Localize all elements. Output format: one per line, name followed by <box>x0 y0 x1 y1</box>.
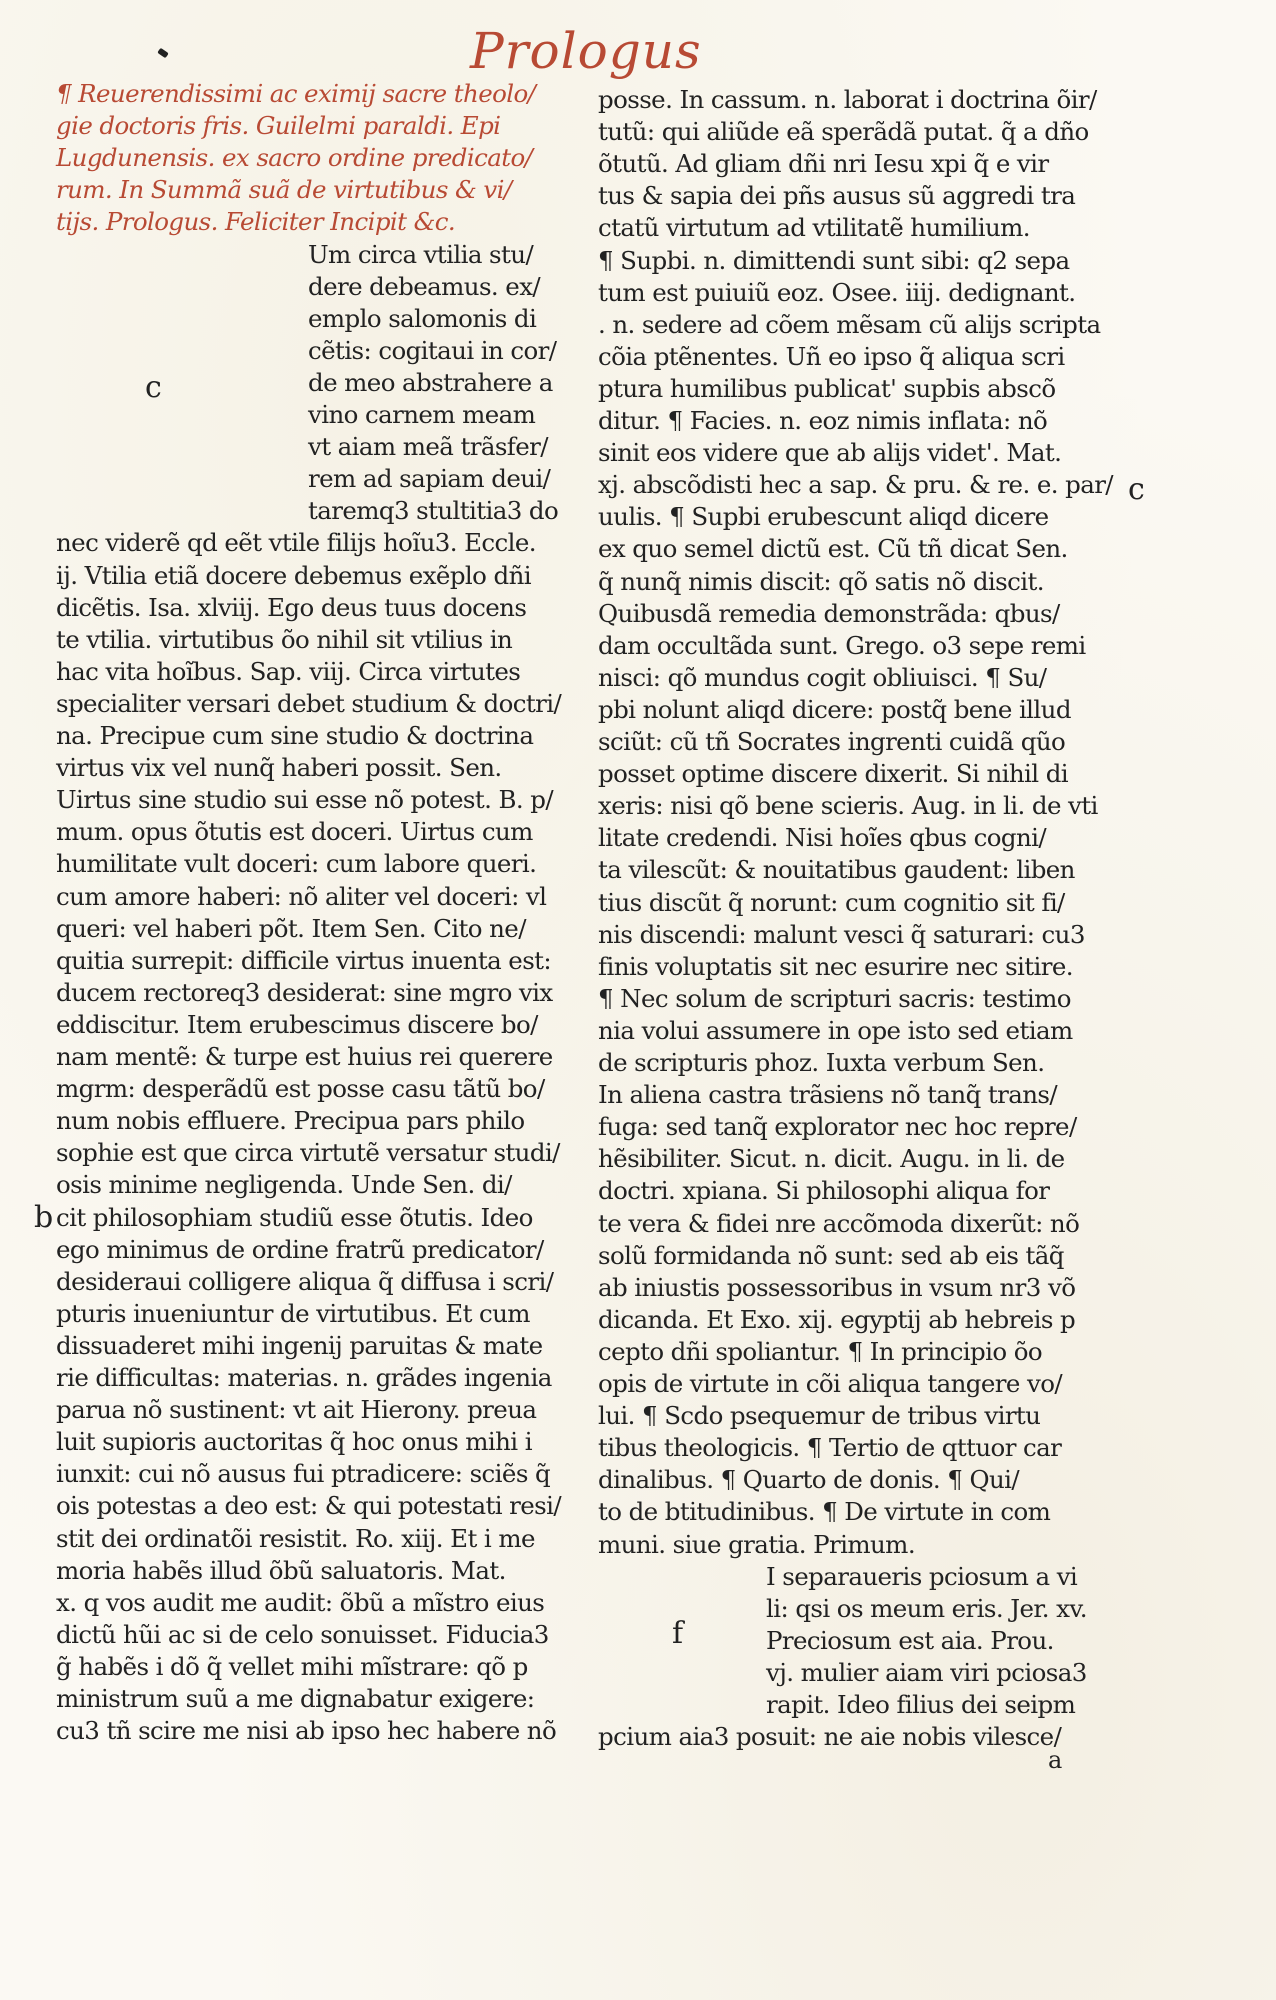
right-text-line: dicanda. Et Exo. xij. egyptij ab hebreis p <box>598 1304 1076 1334</box>
left-text-line: rem ad sapiam deui/ <box>308 464 551 494</box>
left-text-line: de meo abstrahere a <box>308 367 553 397</box>
left-text-line: ego minimus de ordine fratrũ predicator/ <box>56 1234 544 1264</box>
right-text-line: finis voluptatis sit nec esurire nec sitire. <box>598 951 1073 981</box>
right-text-line: ditur. ¶ Facies. n. eoz nimis inflata: nõ <box>598 406 1048 435</box>
right-text-line: ex quo semel dictũ est. Cũ tñ dicat Sen. <box>598 534 1068 564</box>
right-text-line: opis de virtute in cõi aliqua tangere vo/ <box>598 1369 1063 1398</box>
right-text-line: Quibusdã remedia demonstrãda: qbus/ <box>598 598 1060 628</box>
left-text-line: cu3 tñ scire me nisi ab ipso hec habere nõ <box>56 1716 557 1746</box>
right-text-line: tius discũt q̃ norunt: cum cognitio sit fi/ <box>598 887 1065 917</box>
left-text-line: desideraui colligere aliqua q̃ diffusa i scri/ <box>56 1266 554 1296</box>
left-text-line: nec viderẽ qd eẽt vtile filijs hoĩu3. Eccle. <box>56 528 536 558</box>
right-text-line: litate credendi. Nisi hoĩes qbus cogni/ <box>598 823 1047 853</box>
left-text-line: vino carnem meam <box>308 400 536 429</box>
left-text-line: ois potestas a deo est: & qui potestati resi/ <box>56 1491 562 1521</box>
margin-letter-c-right: c <box>1128 472 1145 507</box>
ink-speck <box>157 48 169 59</box>
left-text-line: na. Precipue cum sine studio & doctrina <box>56 721 534 750</box>
right-text-line: tum est puiuiũ eoz. Osee. iiij. dedignant. <box>598 277 1076 307</box>
right-text-line: sciũt: cũ tñ Socrates ingrenti cuidã qũo <box>598 727 1066 756</box>
left-text-line: cum amore haberi: nõ aliter vel doceri: vl <box>56 881 547 911</box>
left-text-line: moria habẽs illud õbũ saluatoris. Mat. <box>56 1555 506 1585</box>
right-text-line: de scripturis phoz. Iuxta verbum Sen. <box>598 1048 1045 1077</box>
right-text-line: fuga: sed tanq̃ explorator nec hoc repre/ <box>598 1112 1077 1142</box>
margin-letter-b: b <box>34 1200 54 1235</box>
left-text-line: nam mentẽ: & turpe est huius rei querere <box>56 1042 553 1071</box>
right-text-line: dinalibus. ¶ Quarto de donis. ¶ Qui/ <box>598 1465 1020 1495</box>
right-text-line: tibus theologicis. ¶ Tertio de qttuor car <box>598 1433 1062 1463</box>
right-text-line: I separaueris pciosum a vi <box>766 1561 1078 1591</box>
left-text-line: mgrm: desperãdũ est posse casu tãtũ bo/ <box>56 1074 545 1104</box>
left-text-line: ij. Vtilia etiã docere debemus exẽplo dñi <box>56 560 531 590</box>
right-text-line: xj. abscõdisti hec a sap. & pru. & re. e. par/ <box>598 470 1113 500</box>
left-text-line: taremq3 stultitia3 do <box>308 496 559 526</box>
right-text-line: sinit eos videre que ab alijs videt'. Mat. <box>598 438 1062 468</box>
initial-capital-placeholder <box>230 222 308 330</box>
margin-letter-f: f <box>672 1616 684 1651</box>
left-text-line: tijs. Prologus. Feliciter Incipit &c. <box>56 207 456 237</box>
left-text-line: stit dei ordinatõi resistit. Ro. xiij. Et i me <box>56 1523 535 1553</box>
right-text-line: cõia ptẽnentes. Uñ eo ipso q̃ aliqua scri <box>598 341 1065 371</box>
left-text-line: Lugdunensis. ex sacro ordine predicato/ <box>56 143 533 173</box>
left-text-line: dere debeamus. ex/ <box>308 271 541 301</box>
right-text-line: uulis. ¶ Supbi erubescunt aliqd dicere <box>598 502 1049 532</box>
right-text-line: solũ formidanda nõ sunt: sed ab eis tãq̃ <box>598 1240 1064 1270</box>
left-text-line: dicẽtis. Isa. xlviij. Ego deus tuus docens <box>56 592 527 622</box>
right-text-line: tus & sapia dei pñs ausus sũ aggredi tra <box>598 181 1076 211</box>
right-text-line: nis discendi: malunt vesci q̃ saturari: cu3 <box>598 919 1085 949</box>
right-text-line: li: qsi os meum eris. Jer. xv. <box>766 1593 1087 1623</box>
left-text-line: rum. In Summã suã de virtutibus & vi/ <box>56 175 512 205</box>
right-text-line: te vera & fidei nre accõmoda dixerũt: nõ <box>598 1208 1080 1238</box>
right-text-line: tutũ: qui aliũde eã sperãdã putat. q̃ a dño <box>598 117 1089 147</box>
right-text-line: õtutũ. Ad gliam dñi nri Iesu xpi q̃ e vir <box>598 149 1049 179</box>
right-text-line: posse. In cassum. n. laborat i doctrina õir/ <box>598 85 1097 114</box>
right-text-line: ta vilescũt: & nouitatibus gaudent: liben <box>598 855 1075 885</box>
right-text-line: nisci: qõ mundus cogit obliuisci. ¶ Su/ <box>598 662 1047 692</box>
left-text-line: dictũ hũi ac si de celo sonuisset. Fiducia3 <box>56 1619 549 1649</box>
right-text-line: Preciosum est aia. Prou. <box>766 1625 1054 1655</box>
left-text-line: ducem rectoreq3 desiderat: sine mgro vix <box>56 977 553 1007</box>
right-text-line: vj. mulier aiam viri pciosa3 <box>766 1657 1087 1687</box>
right-text-line: In aliena castra trãsiens nõ tanq̃ trans/ <box>598 1080 1058 1110</box>
right-text-line: muni. siue gratia. Primum. <box>598 1529 916 1559</box>
page-headline: Prologus <box>470 22 702 80</box>
right-text-line: ptura humilibus publicat' supbis abscõ <box>598 373 1056 403</box>
left-text-line: hac vita hoĩbus. Sap. viij. Circa virtutes <box>56 656 521 686</box>
right-text-line: rapit. Ideo filius dei seipm <box>766 1690 1076 1719</box>
left-text-line: cẽtis: cogitaui in cor/ <box>308 335 557 365</box>
right-text-line: ctatũ virtutum ad vtilitatẽ humilium. <box>598 213 1030 243</box>
left-text-line: g̃ habẽs i dõ q̃ vellet mihi mĩstrare: qõ p <box>56 1651 528 1681</box>
right-text-line: ab iniustis possessoribus in vsum nr3 võ <box>598 1272 1076 1302</box>
right-text-line: . n. sedere ad cõem mẽsam cũ alijs scripta <box>598 309 1101 339</box>
left-text-line: queri: vel haberi põt. Item Sen. Cito ne/ <box>56 913 526 943</box>
left-text-line: specialiter versari debet studium & doctri/ <box>56 688 562 718</box>
left-text-line: humilitate vult doceri: cum labore queri. <box>56 849 537 879</box>
left-text-line: ¶ Reuerendissimi ac eximij sacre theolo/ <box>56 79 536 108</box>
right-text-line: hẽsibiliter. Sicut. n. dicit. Augu. in li. de <box>598 1144 1065 1174</box>
right-text-line: pcium aia3 posuit: ne aie nobis vilesce/ <box>598 1722 1062 1752</box>
left-text-line: parua nõ sustinent: vt ait Hierony. preua <box>56 1395 537 1425</box>
right-text-line: nia volui assumere in ope isto sed etiam <box>598 1015 1073 1045</box>
right-text-line: ¶ Nec solum de scripturi sacris: testimo <box>598 983 1071 1013</box>
right-text-line: posset optime discere dixerit. Si nihil di <box>598 759 1069 789</box>
left-text-line: pturis inueniuntur de virtutibus. Et cum <box>56 1298 530 1328</box>
signature-mark: a <box>1048 1746 1063 1774</box>
left-text-line: ministrum suũ a me dignabatur exigere: <box>56 1684 535 1713</box>
left-text-line: num nobis effluere. Precipua pars philo <box>56 1106 525 1136</box>
right-text-line: ¶ Supbi. n. dimittendi sunt sibi: q2 sepa <box>598 245 1070 275</box>
left-text-line: eddiscitur. Item erubescimus discere bo/ <box>56 1009 538 1039</box>
left-text-line: cit philosophiam studiũ esse õtutis. Ideo <box>56 1202 533 1232</box>
left-text-line: te vtilia. virtutibus õo nihil sit vtilius in <box>56 624 513 654</box>
left-text-line: Uirtus sine studio sui esse nõ potest. B. p/ <box>56 785 554 815</box>
left-text-line: iunxit: cui nõ ausus fui ptradicere: sciẽs q̃ <box>56 1459 551 1489</box>
left-text-line: Um circa vtilia stu/ <box>308 239 534 269</box>
margin-letter-c: c <box>145 370 162 405</box>
right-text-line: doctri. xpiana. Si philosophi aliqua for <box>598 1176 1050 1206</box>
left-text-line: emplo salomonis di <box>308 303 537 333</box>
right-text-line: to de btitudinibus. ¶ De virtute in com <box>598 1497 1051 1527</box>
left-text-line: rie difficultas: materias. n. grãdes ingenia <box>56 1363 552 1392</box>
right-text-line: lui. ¶ Scdo psequemur de tribus virtu <box>598 1401 1041 1431</box>
left-text-line: x. q vos audit me audit: õbũ a mĩstro eius <box>56 1587 545 1617</box>
left-text-line: sophie est que circa virtutẽ versatur studi/ <box>56 1138 560 1168</box>
right-text-line: dam occultãda sunt. Grego. o3 sepe remi <box>598 630 1086 660</box>
left-text-line: quitia surrepit: difficile virtus inuenta est: <box>56 945 552 975</box>
left-text-line: vt aiam meã trãsfer/ <box>308 432 548 462</box>
left-text-line: gie doctoris fris. Guilelmi paraldi. Epi <box>56 111 501 141</box>
left-text-line: luit supioris auctoritas q̃ hoc onus mihi i <box>56 1427 532 1457</box>
right-text-line: cepto dñi spoliantur. ¶ In principio õo <box>598 1336 1043 1366</box>
right-text-line: q̃ nunq̃ nimis discit: qõ satis nõ discit. <box>598 566 1044 596</box>
left-text-line: mum. opus õtutis est doceri. Uirtus cum <box>56 817 533 847</box>
right-text-line: pbi nolunt aliqd dicere: postq̃ bene illud <box>598 694 1071 724</box>
left-text-line: osis minime negligenda. Unde Sen. di/ <box>56 1170 512 1200</box>
left-text-line: dissuaderet mihi ingenij paruitas & mate <box>56 1330 543 1360</box>
left-text-line: virtus vix vel nunq̃ haberi possit. Sen. <box>56 753 502 783</box>
right-text-line: xeris: nisi qõ bene scieris. Aug. in li. de vti <box>598 791 1098 821</box>
